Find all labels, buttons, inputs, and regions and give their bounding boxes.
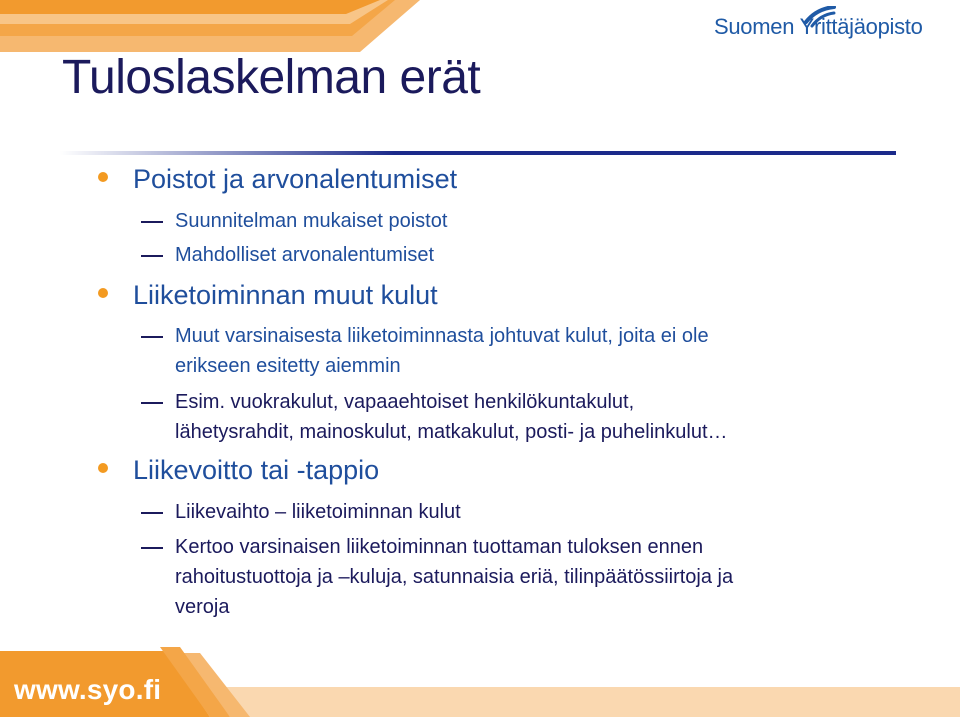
dash-icon xyxy=(141,336,163,338)
bullet-text: Liiketoiminnan muut kulut xyxy=(133,280,438,310)
bullet-item xyxy=(133,455,379,486)
sub-item xyxy=(175,240,434,270)
title-underline xyxy=(60,151,896,155)
header-decoration xyxy=(0,0,420,52)
dash-icon xyxy=(141,255,163,257)
sub-item xyxy=(175,321,709,381)
sub-item-text-line1: Muut varsinaisesta liiketoiminnasta johtuvat kulut, joita ei ole xyxy=(175,325,709,347)
dash-icon xyxy=(141,547,163,549)
dash-icon xyxy=(141,402,163,404)
logo-text-suomen: Suomen xyxy=(714,14,795,39)
sub-item-text-line2: rahoitustuottoja ja –kuluja, satunnaisia eriä, tilinpäätössiirtoja ja xyxy=(175,566,734,588)
sub-item-text-line1: Esim. vuokrakulut, vapaaehtoiset henkilökuntakulut, xyxy=(175,391,635,413)
footer-url[interactable]: www.syo.fi xyxy=(14,674,162,705)
suomen-yrittajaopisto-logo xyxy=(714,6,946,46)
sub-item xyxy=(175,532,733,622)
bullet-item xyxy=(133,280,438,311)
dash-icon xyxy=(141,221,163,223)
bullet-text: Poistot ja arvonalentumiset xyxy=(133,164,458,194)
sub-item-text: Mahdolliset arvonalentumiset xyxy=(175,244,435,266)
sub-item xyxy=(175,497,461,527)
sub-item-text-line2: lähetysrahdit, mainoskulut, matkakulut, posti- ja puhelinkulut… xyxy=(175,421,728,443)
sub-item xyxy=(175,387,728,447)
logo-text-yrittajaopisto: Yrittäjäopisto xyxy=(799,14,923,39)
bullet-text: Liikevoitto tai -tappio xyxy=(133,455,380,485)
sub-item xyxy=(175,206,447,236)
sub-item-text-line1: Kertoo varsinaisen liiketoiminnan tuottaman tuloksen ennen xyxy=(175,536,704,558)
bullet-item xyxy=(133,164,457,195)
slide-title: Tuloslaskelman erät xyxy=(62,51,481,104)
bullet-dot-icon xyxy=(98,172,108,182)
sub-item-text: Liikevaihto – liiketoiminnan kulut xyxy=(175,501,461,523)
sub-item-text-line3: veroja xyxy=(175,596,230,618)
sub-item-text: Suunnitelman mukaiset poistot xyxy=(175,210,448,232)
bullet-dot-icon xyxy=(98,288,108,298)
dash-icon xyxy=(141,512,163,514)
sub-item-text-line2: erikseen esitetty aiemmin xyxy=(175,355,401,377)
bullet-dot-icon xyxy=(98,463,108,473)
